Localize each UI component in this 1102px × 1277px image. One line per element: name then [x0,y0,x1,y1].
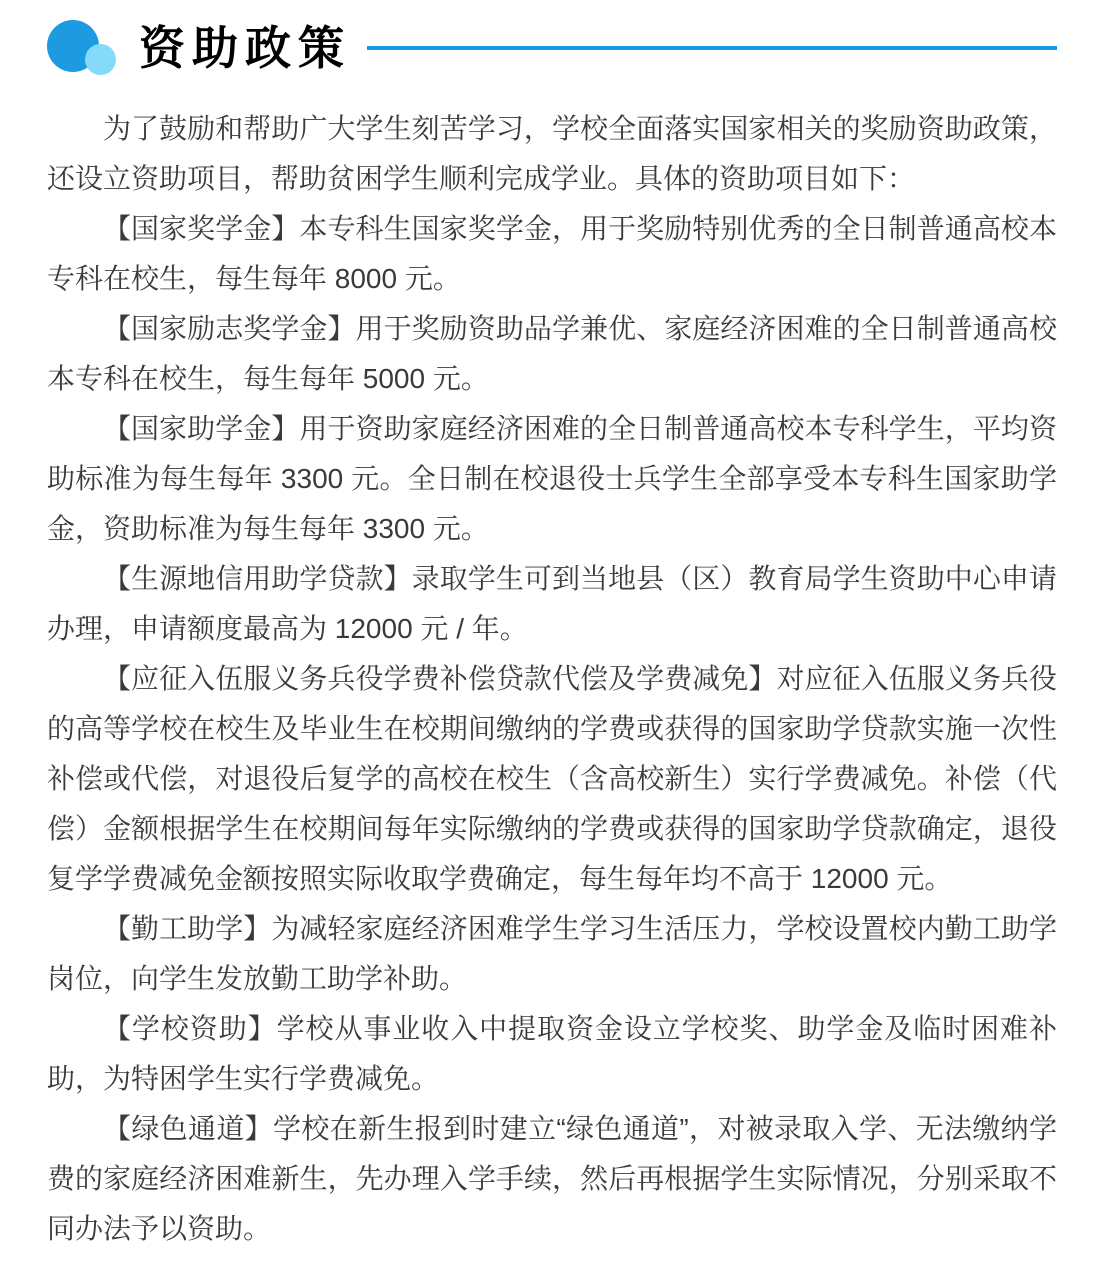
page-title: 资助政策 [139,22,351,74]
paragraph-school-aid: 【学校资助】学校从事业收入中提取资金设立学校奖、助学金及临时困难补助，为特困学生实行学费减免。 [47,1013,1057,1094]
section-header [0,0,1102,84]
paragraph-national-grant: 【国家助学金】用于资助家庭经济困难的全日制普通高校本专科学生，平均资助标准为每生每年 3300 元。全日制在校退役士兵学生全部享受本专科生国家助学金，资助标准为每生每年 3300 元。 [47,413,1057,544]
paragraph-military-service-compensation: 【应征入伍服义务兵役学费补偿贷款代偿及学费减免】对应征入伍服义务兵役的高等学校在校生及毕业生在校期间缴纳的学费或获得的国家助学贷款实施一次性补偿或代偿，对退役后复学的高校在校生（含高校新生）实行学费减免。补偿（代偿）金额根据学生在校期间每年实际缴纳的学费或获得的国家助学贷款确定，退役复学学费减免金额按照实际收取学费确定，每生每年均不高于 12000 元。 [47,663,1057,894]
policy-text [47,104,1057,1254]
paragraph-intro: 为了鼓励和帮助广大学生刻苦学习，学校全面落实国家相关的奖励资助政策，还设立资助项目，帮助贫困学生顺利完成学业。具体的资助项目如下： [47,113,1057,194]
paragraph-encouragement-scholarship: 【国家励志奖学金】用于奖励资助品学兼优、家庭经济困难的全日制普通高校本专科在校生，每生每年 5000 元。 [47,313,1057,394]
header-rule [367,46,1057,50]
paragraph-work-study: 【勤工助学】为减轻家庭经济困难学生学习生活压力，学校设置校内勤工助学岗位，向学生发放勤工助学补助。 [47,913,1057,994]
small-circle-icon [85,44,116,75]
paragraph-national-scholarship: 【国家奖学金】本专科生国家奖学金，用于奖励特别优秀的全日制普通高校本专科在校生，每生每年 8000 元。 [47,213,1057,294]
paragraph-origin-loan: 【生源地信用助学贷款】录取学生可到当地县（区）教育局学生资助中心申请办理，申请额度最高为 12000 元 / 年。 [47,563,1057,644]
paragraph-green-channel: 【绿色通道】学校在新生报到时建立“绿色通道”，对被录取入学、无法缴纳学费的家庭经济困难新生，先办理入学手续，然后再根据学生实际情况，分别采取不同办法予以资助。 [47,1113,1057,1244]
two-circles-logo-icon [45,18,117,78]
